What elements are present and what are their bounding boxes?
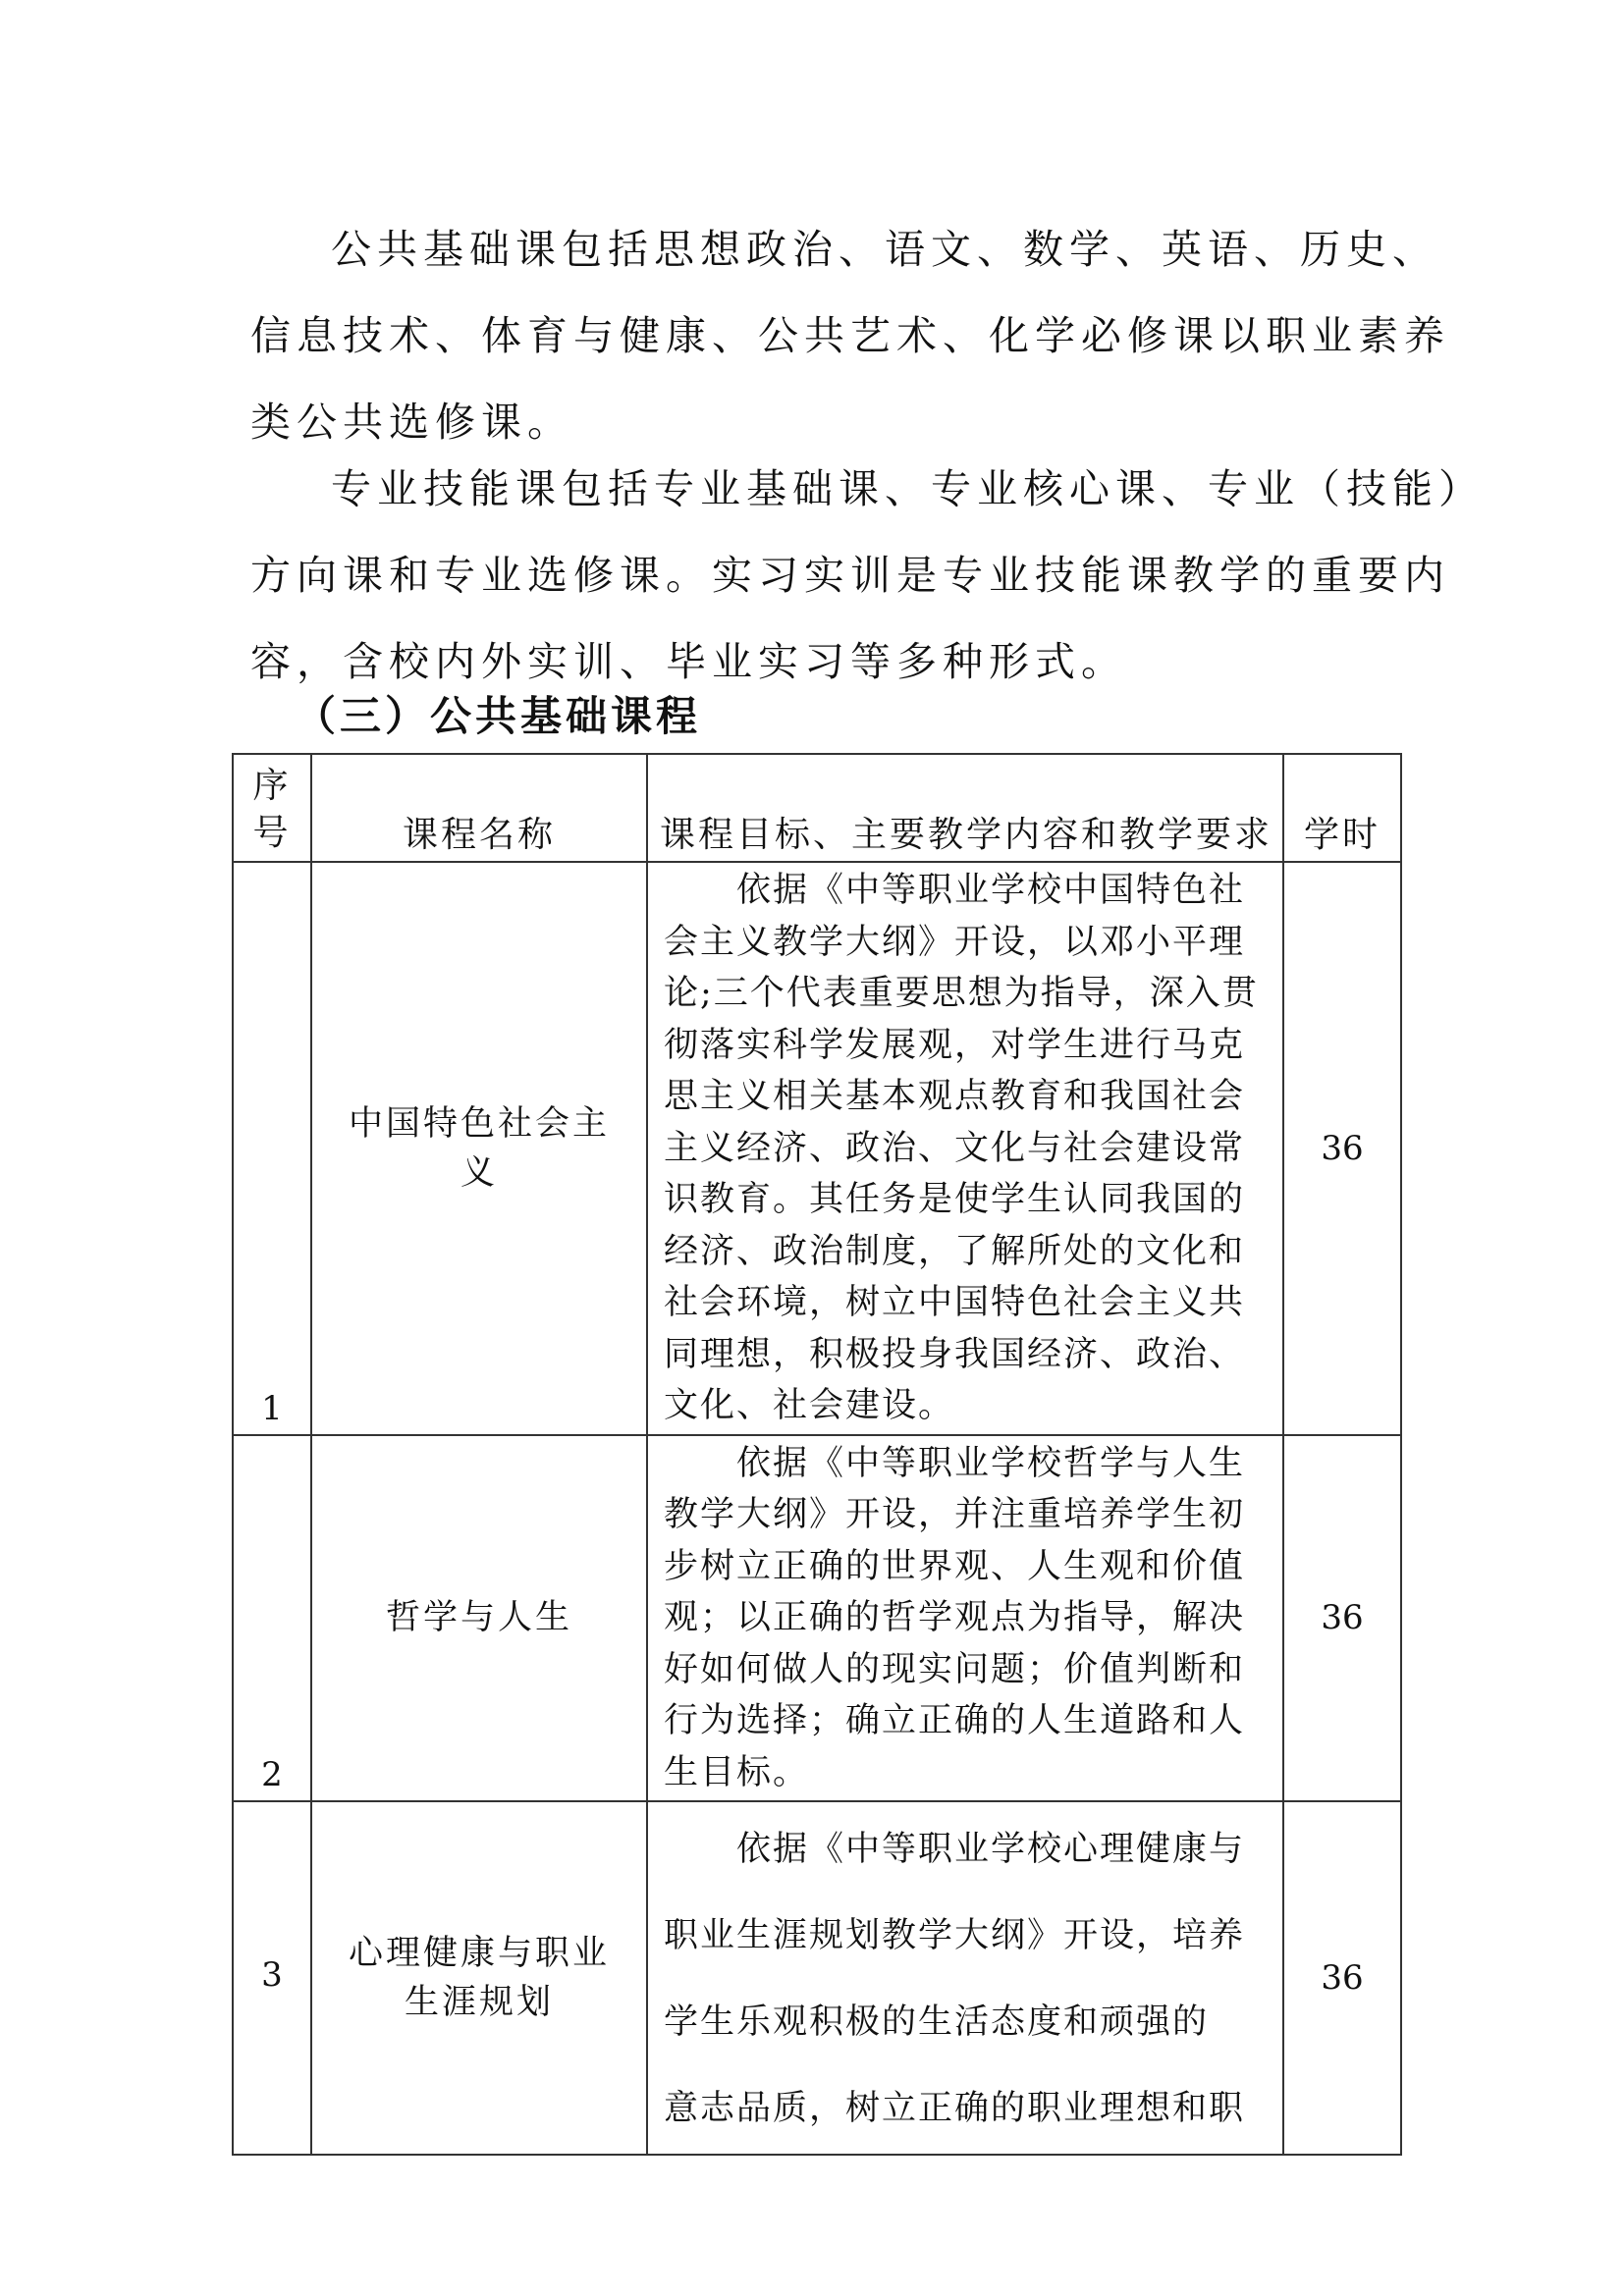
paragraph-public-courses <box>250 206 1450 465</box>
course-name-line: 心理健康与职业 <box>348 1934 610 1973</box>
goal-line: 彻落实科学发展观，对学生进行马克 <box>664 1025 1246 1065</box>
paragraph-professional-courses <box>250 446 1485 705</box>
course-name-line: 哲学与人生 <box>385 1598 572 1638</box>
row-number: 1 <box>233 862 311 1435</box>
goal-line: 会主义教学大纲》开设，以邓小平理 <box>664 922 1246 962</box>
course-goal <box>647 862 1283 1435</box>
goal-line: 观；以正确的哲学观点为指导，解决 <box>664 1598 1246 1637</box>
goal-line: 论;三个代表重要思想为指导，深入贯 <box>664 974 1259 1013</box>
paragraph-line: 类公共选修课。 <box>250 399 573 446</box>
goal-line: 同理想，积极投身我国经济、政治、 <box>664 1334 1246 1374</box>
header-sequence-line: 序 <box>252 766 292 806</box>
header-sequence <box>233 754 311 862</box>
course-hours: 36 <box>1283 862 1401 1435</box>
course-name-line: 生涯规划 <box>404 1983 554 2022</box>
course-name <box>311 862 647 1435</box>
table-row <box>233 1801 1401 2155</box>
section-heading: （三）公共基础课程 <box>295 692 702 740</box>
goal-line: 行为选择；确立正确的人生道路和人 <box>664 1701 1246 1740</box>
course-hours: 36 <box>1283 1801 1401 2155</box>
goal-line: 步树立正确的世界观、人生观和价值 <box>664 1546 1246 1586</box>
goal-line: 思主义相关基本观点教育和我国社会 <box>664 1077 1246 1116</box>
goal-line: 意志品质，树立正确的职业理想和职 <box>664 2089 1246 2128</box>
goal-line: 依据《中等职业学校哲学与人生 <box>736 1443 1246 1483</box>
paragraph-line: 方向课和专业选修课。实习实训是专业技能课教学的重要内 <box>250 552 1450 599</box>
paragraph-line: 容，含校内外实训、毕业实习等多种形式。 <box>250 638 1127 685</box>
table-row <box>233 1435 1401 1802</box>
table-header-row <box>233 754 1401 862</box>
header-sequence-line: 号 <box>252 813 292 853</box>
goal-line: 教学大纲》开设，并注重培养学生初 <box>664 1495 1246 1534</box>
course-table <box>232 753 1402 2156</box>
header-course-goal: 课程目标、主要教学内容和教学要求 <box>647 754 1283 862</box>
goal-line: 好如何做人的现实问题；价值判断和 <box>664 1649 1246 1689</box>
goal-line: 文化、社会建设。 <box>664 1386 955 1425</box>
course-name-line: 义 <box>460 1152 498 1193</box>
goal-line: 职业生涯规划教学大纲》开设，培养 <box>664 1916 1246 1955</box>
goal-line: 主义经济、政治、文化与社会建设常 <box>664 1128 1246 1168</box>
course-name-line: 中国特色社会主 <box>348 1103 610 1144</box>
header-course-name: 课程名称 <box>311 754 647 862</box>
course-name <box>311 1435 647 1802</box>
course-goal <box>647 1801 1283 2155</box>
goal-line: 经济、政治制度，了解所处的文化和 <box>664 1231 1246 1271</box>
paragraph-line: 公共基础课包括思想政治、语文、数学、英语、历史、 <box>331 226 1438 273</box>
goal-line: 识教育。其任务是使学生认同我国的 <box>664 1180 1246 1219</box>
paragraph-line: 专业技能课包括专业基础课、专业核心课、专业（技能） <box>331 465 1485 512</box>
goal-line: 社会环境，树立中国特色社会主义共 <box>664 1283 1246 1322</box>
table-row <box>233 862 1401 1435</box>
course-goal <box>647 1435 1283 1802</box>
goal-line: 依据《中等职业学校心理健康与 <box>736 1830 1246 1869</box>
paragraph-line: 信息技术、体育与健康、公共艺术、化学必修课以职业素养 <box>250 312 1450 359</box>
header-hours: 学时 <box>1283 754 1401 862</box>
row-number: 2 <box>233 1435 311 1802</box>
goal-line: 依据《中等职业学校中国特色社 <box>736 871 1246 910</box>
goal-line: 学生乐观积极的生活态度和顽强的 <box>664 2002 1210 2042</box>
course-hours: 36 <box>1283 1435 1401 1802</box>
row-number: 3 <box>233 1801 311 2155</box>
course-name <box>311 1801 647 2155</box>
goal-line: 生目标。 <box>664 1752 810 1792</box>
